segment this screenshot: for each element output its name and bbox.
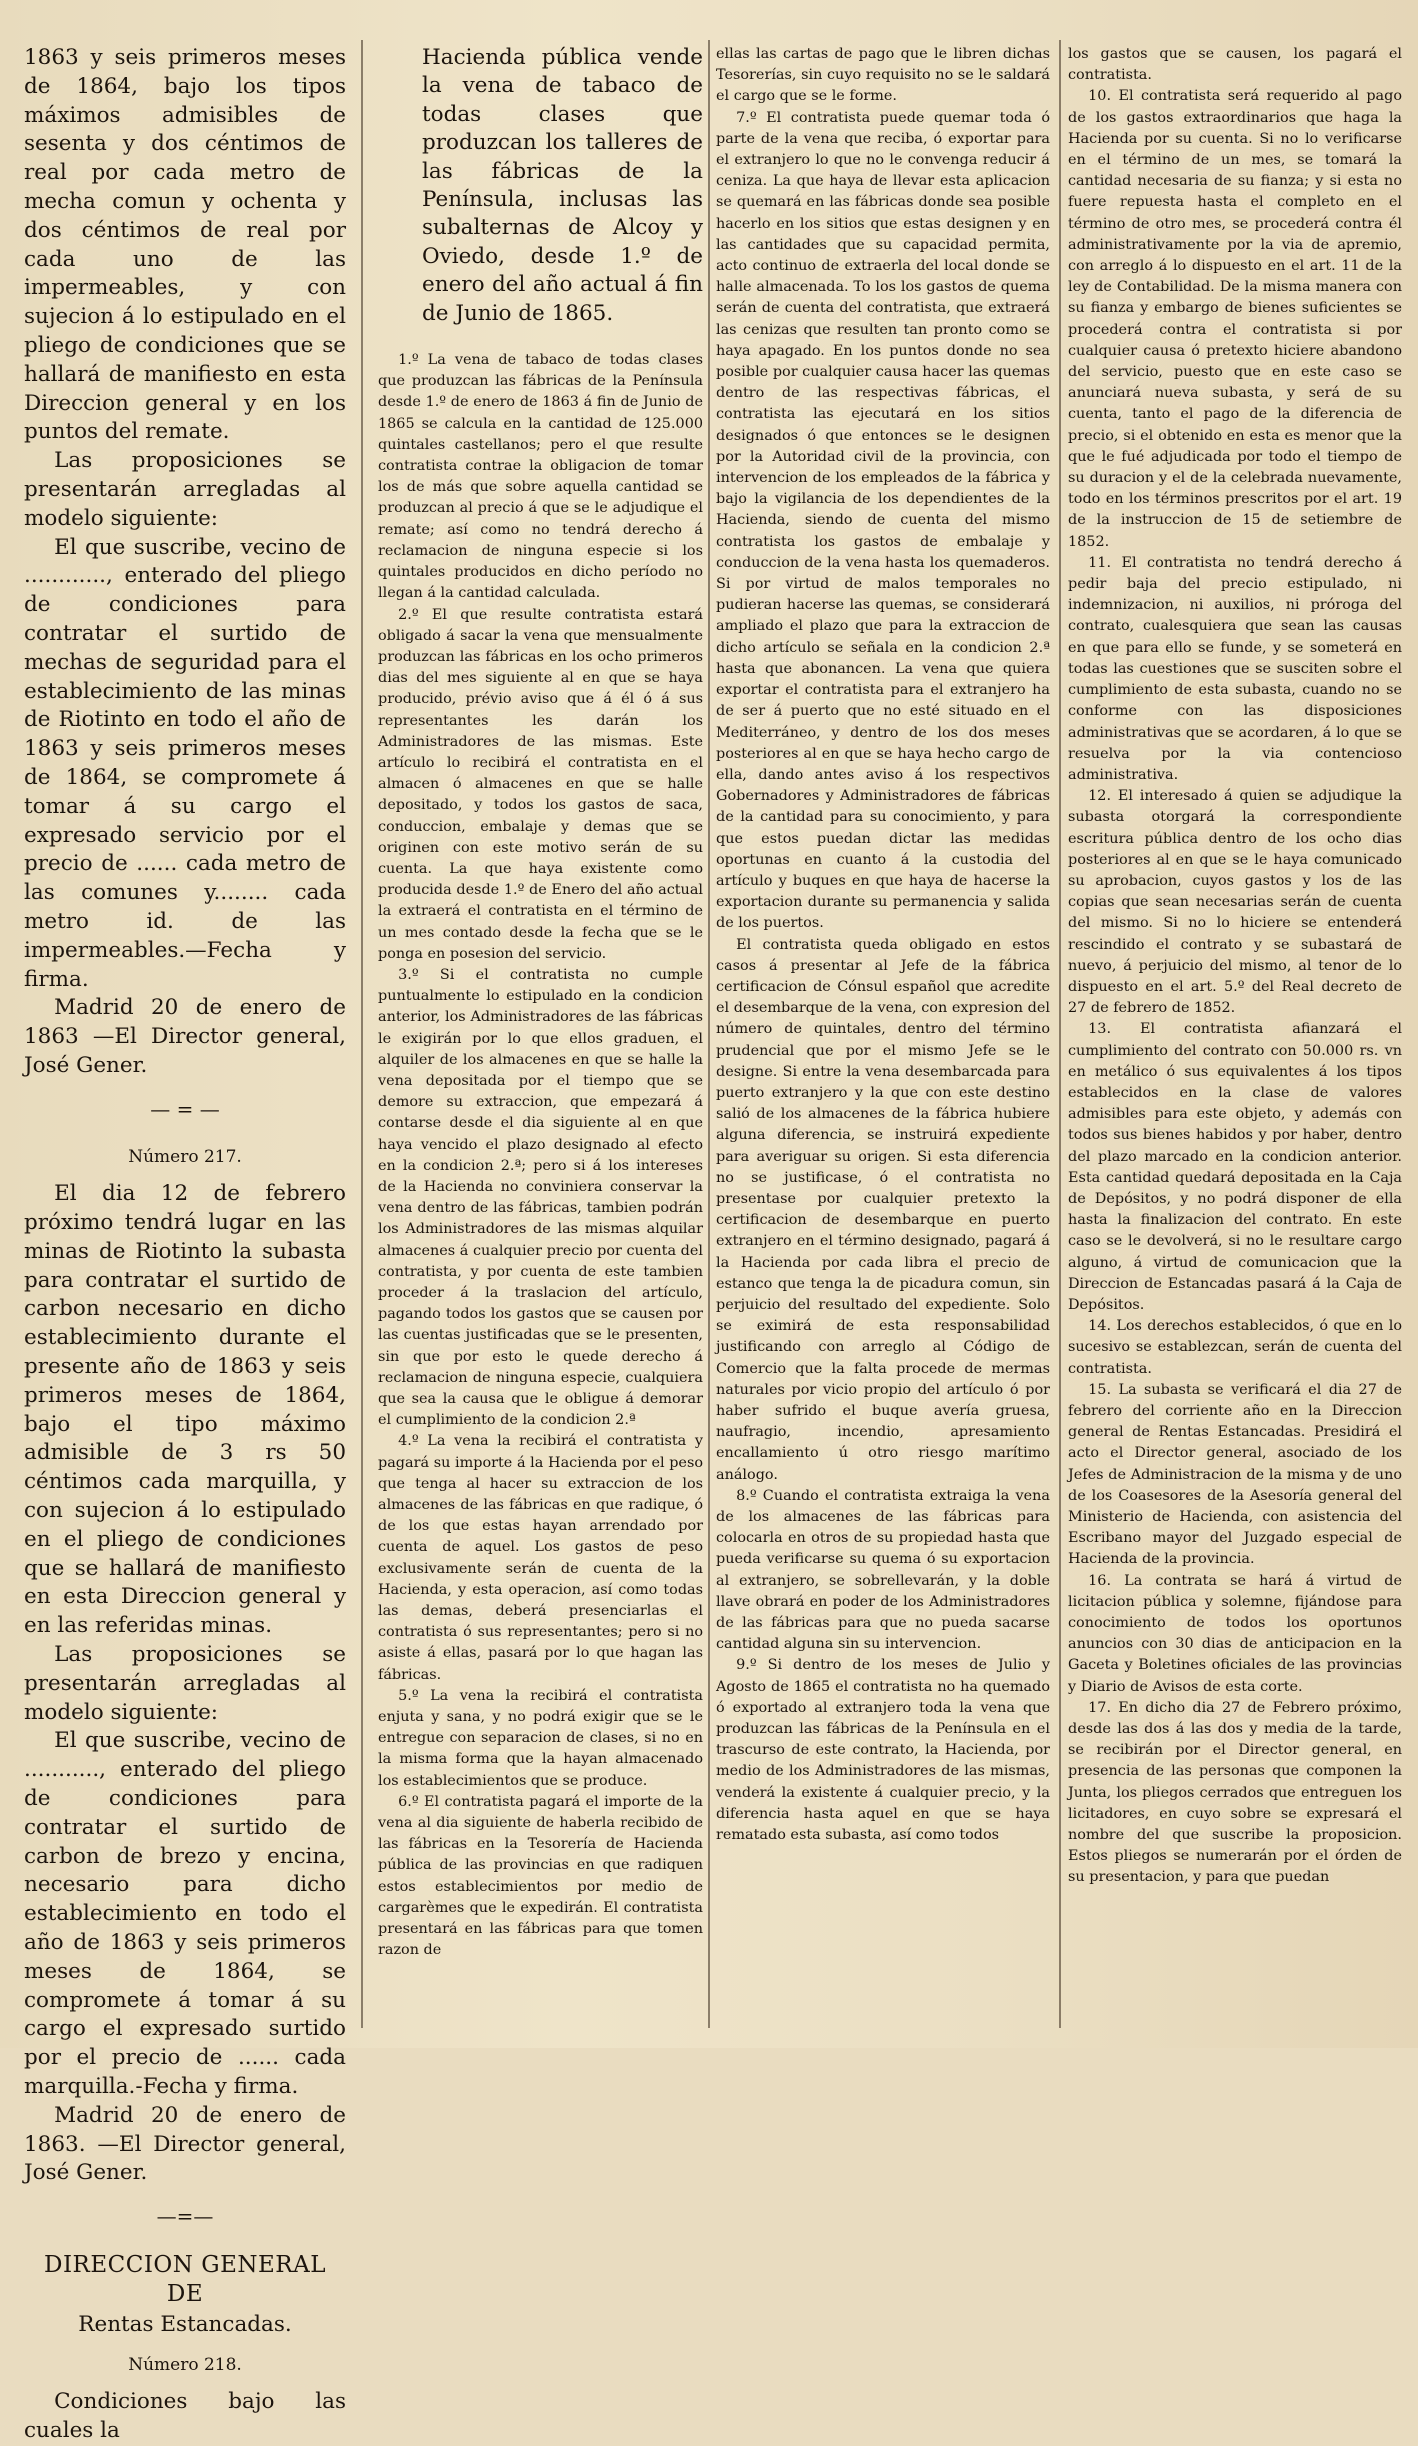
condition-10: 10. El contratista será requerido al pago de los gastos extraordinarios que haga la Hacienda por su cuenta. Si no lo verificarse en el término de un mes, se tomará la cantidad necesaria de su fianza; y si esta no fuere repuesta hasta el completo en el término de otro mes, se procederá contra él administrativamente por la via de apremio, con arreglo á lo dispuesto en el art. 11 de la ley de Contabilidad. De la misma manera con su fianza y embargo de bienes suficientes se procederá contra el contratista si por cualquier causa ó pretexto hiciere abandono del servicio, puesto que en este caso se anunciará nueva subasta, y será de su cuenta, tanto el pago de la diferencia de precio, si el obtenido en esta es menor que la que le fué adjudicada por todo el tiempo de su duracion y el de la celebrada nuevamente, todo en los términos prescritos por el art. 19 de la instruccion de 15 de setiembre de 1852.: [1068, 88, 1402, 550]
condition-15: 15. La subasta se verificará el dia 27 de febrero del corriente año en la Direccion general de Rentas Estancadas. Presidirá el acto el Director general, asociado de los Jefes de Administracion de la misma y de uno de los Coasesores de la Asesoría general del Ministerio de Hacienda, con asistencia del Escribano mayor del Juzgado especial de Hacienda de la provincia.: [1068, 1381, 1402, 1568]
notice-number: Número 218.: [128, 2355, 242, 2376]
paragraph: Las proposiciones se presentarán arregladas al modelo siguiente:: [24, 448, 346, 531]
condition-4: 4.º La vena la recibirá el contratista y pagará su importe á la Hacienda por el peso que tenga al hacer su extraccion de los almacenes de las fábricas en que radique, ó de los que estas hayan arrendado por cuenta de aquel. Los gastos de peso exclusivamente serán de cuenta de la Hacienda, y esta operacion, así como todas las demas, deberá presenciarlas el contratista ó sus representantes; pero si no asiste á ellas, pasará por lo que hagan las fábricas.: [378, 1433, 703, 1683]
notice-number: Número 217.: [128, 1147, 242, 1168]
condition-16: 16. La contrata se hará á virtud de licitacion pública y solemne, fijándose para conocimiento de todos los oportunos anuncios con 30 dias de anticipacion en la Gaceta y Boletines oficiales de las provincias y Diario de Avisos de esta corte.: [1068, 1572, 1402, 1695]
condition-13: 13. El contratista afianzará el cumplimiento del contrato con 50.000 rs. vn en metálico ó sus equivalentes á los tipos establecidos en la clase de valores admisibles para este objeto, y además con todos sus bienes habidos y por haber, dentro del plazo marcado en la condicion anterior. Esta cantidad quedará depositada en la Caja de Depósitos, y no podrá disponer de ella hasta la finalizacion del contrato. En este caso se le devolverá, si no le resultare cargo alguno, á virtud de comunicacion que la Direccion de Estancadas pasará á la Caja de Depósitos.: [1068, 1021, 1402, 1313]
divider: — = —: [150, 1096, 220, 1121]
paragraph: ellas las cartas de pago que le libren dichas Tesorerías, sin cuyo requisito no se le saldará el cargo que se le forme.: [716, 46, 1050, 105]
condition-12: 12. El interesado á quien se adjudique la subasta otorgará la correspondiente escritura pública dentro de los ocho dias posteriores al en que se le haya comunicado su aprobacion, cuyos gastos y los de las copias que sean necesarias serán de cuenta del mismo. Si no lo hiciere se entenderá rescindido el contrato y se subastará de nuevo, á perjuicio del mismo, al tenor de lo dispuesto en el art. 5.º del Real decreto de 27 de febrero de 1852.: [1068, 788, 1402, 1017]
column-rule: [1059, 40, 1061, 2028]
condition-2: 2.º El que resulte contratista estará obligado á sacar la vena que mensualmente produzcan las fábricas en los ocho primeros dias del mes siguiente al en que se haya producido, prévio aviso que á él ó á sus representantes les darán los Administradores de las mismas. Este artículo lo recibirá el contratista en el almacen ó almacenes en que se halle depositado, y todos los gastos de saca, conduccion, embalaje y demas que se originen con este motivo serán de su cuenta. La que haya existente como producida desde 1.º de Enero del año actual la extraerá el contratista en el término de un mes contado desde la fecha que se le ponga en posesion del servicio.: [378, 606, 703, 962]
section-heading: DIRECCION GENERAL DE: [44, 2251, 326, 2307]
condition-8: 8.º Cuando el contratista extraiga la vena de los almacenes de las fábricas para colocarla en otros de su propiedad hasta que pueda verificarse su quema ó su exportacion al extranjero, se sobrellevarán, y la doble llave obrará en poder de los Administradores de las fábricas para que no pueda sacarse cantidad alguna sin su intervencion.: [716, 1487, 1050, 1653]
condition-14: 14. Los derechos establecidos, ó que en lo sucesivo se establezcan, serán de cuenta del contratista.: [1068, 1318, 1402, 1377]
paragraph: Condiciones bajo las cuales la: [24, 2389, 346, 2443]
condition-7: 7.º El contratista puede quemar toda ó parte de la vena que reciba, ó exportar para el extranjero lo que no le convenga reducir á ceniza. La que haya de llevar esta aplicacion se quemará en las fábricas donde sea posible hacerlo en los sitios que estas designen y en las cantidades que su capacidad permita, acto continuo de extraerla del local donde se halle almacenada. To los los gastos de quema serán de cuenta del contratista, que extraerá las cenizas que resulten tan pronto como se haya apagado. En los puntos donde no sea posible por cualquier causa hacer las quemas dentro de las respectivas fábricas, el contratista las ejecutará en los sitios designados ó que entonces se le designen por la Autoridad civil de la provincia, con intervencion de los empleados de la fábrica y bajo la vigilancia de los dependientes de la Hacienda, siendo de cuenta del mismo contratista los gastos de embalaje y conduccion de la vena hasta los quemaderos. Si por virtud de malos temporales no pudieran hacerse las quemas, se considerará ampliado el plazo que para la extraccion de dicho artículo se señala en la condicion 2.ª hasta que abonancen. La vena que quiera exportar el contratista para el extranjero ha de ser á puerto que no esté situado en el Mediterráneo, y dentro de los dos meses posteriores al en que se haya hecho cargo de ella, dando antes aviso á los respectivos Gobernadores y Administradores de fábricas de la cantidad para su conocimiento, y para que estos puedan dictar las medidas oportunas en cuanto á la custodia del artículo y buques en que haya de hacerse la exportacion durante su permanencia y salida de los puertos.: [716, 109, 1050, 932]
conditions-intro: Hacienda pública vende la vena de tabaco de todas clases que produzcan los talleres de las fábricas de la Península, inclusas las subalternas de Alcoy y Oviedo, desde 1.º de enero del año actual á fin de Junio de 1865.: [422, 45, 703, 326]
section-subheading: Rentas Estancadas.: [78, 2311, 292, 2337]
signature-line: Madrid 20 de enero de 1863 —El Director general, José Gener.: [24, 995, 346, 1078]
divider: —=—: [156, 2204, 214, 2229]
condition-9: 9.º Si dentro de los meses de Julio y Agosto de 1865 el contratista no ha quemado ó exportado al extranjero toda la vena que produzcan las fábricas de la Península en el trascurso de este contrato, la Hacienda, por medio de los Administradores de las mismas, venderá la existente á cualquier precio, y la diferencia hasta aquel en que se haya rematado esta subasta, así como todos: [716, 1657, 1050, 1844]
model-text: El que suscribe, vecino de ............, enterado del pliego de condiciones para contratar el surtido de mechas de seguridad para el establecimiento de las minas de Riotinto en todo el año de 1863 y seis primeros meses de 1864, se compromete á tomar á su cargo el expresado servicio por el precio de ...... cada metro de las comunes y........ cada metro id. de las impermeables.—Fecha y firma.: [24, 534, 346, 992]
column-1: [24, 44, 346, 2443]
column-2: [378, 44, 703, 2038]
paragraph: los gastos que se causen, los pagará el contratista.: [1068, 46, 1402, 84]
condition-3: 3.º Si el contratista no cumple puntualmente lo estipulado en la condicion anterior, los Administradores de las fábricas le exigirán por lo que ellos graduen, el alquiler de los almacenes en que se halle la vena depositada por el tiempo que se demore su extraccion, que empezará á contarse desde el dia siguiente al en que haya vencido el plazo designado al efecto en la condicion 2.ª; pero si á los intereses de la Hacienda no conviniera conservar la vena dentro de las fábricas, tambien podrán los Administradores de las mismas alquilar almacenes á cualquier precio por cuenta del contratista, y por cuenta de este tambien proceder á la traslacion del artículo, pagando todos los gastos que se causen por las cuentas justificadas que se le presenten, sin que por esto le quede derecho á reclamacion de ninguna especie, cualquiera que sea la causa que le obligue á demorar el cumplimiento de la condicion 2.ª: [378, 966, 703, 1429]
condition-6: 6.º El contratista pagará el importe de la vena al dia siguiente de haberla recibido de las fábricas en la Tesorería de Hacienda pública de las provincias en que radiquen estos establecimientos por medio de cargarèmes que le expedirán. El contratista presentará en las fábricas para que tomen razon de: [378, 1793, 703, 1959]
column-rule: [708, 40, 710, 2028]
condition-1: 1.º La vena de tabaco de todas clases que produzcan las fábricas de la Península desde 1.º de enero de 1863 á fin de Junio de 1865 se calcula en la cantidad de 125.000 quintales castellanos; pero el que resulte contratista contrae la obligacion de tomar los de más que sobre aquella cantidad se produzcan al precio á que se le adjudique el remate; así como no tendrá derecho á reclamacion de ninguna especie si los quintales producidos en dicho período no llegan á la cantidad calculada.: [378, 352, 703, 602]
column-rule: [361, 40, 363, 2028]
paragraph: El contratista queda obligado en estos casos á presentar al Jefe de la fábrica certificacion de Cónsul español que acredite el desembarque de la vena, con expresion del número de quintales, dentro del término prudencial que por el mismo Jefe se le designe. Si entre la vena desembarcada para puerto extranjero y la que con este destino salió de los almacenes de la fábrica hubiere alguna diferencia, se instruirá expediente para averiguar su origen. Si esta diferencia no se justificase, ó el contratista no presentase por cualquier pretexto la certificacion de desembarque en puerto extranjero en el término designado, pagará á la Hacienda por cada libra el precio de estanco que tenga la de picadura comun, sin perjuicio del resultado del expediente. Solo se eximirá de esta responsabilidad justificando con arreglo al Código de Comercio que la falta procede de mermas naturales por vicio propio del artículo ó por haber sufrido el buque avería gruesa, naufragio, incendio, apresamiento encallamiento ú otro riesgo marítimo análogo.: [716, 936, 1050, 1483]
paragraph: Las proposiciones se presentarán arregladas al modelo siguiente:: [24, 1642, 346, 1725]
model-text: El que suscribe, vecino de ..........., enterado del pliego de condiciones para contratar el surtido de carbon de brezo y encina, necesario para dicho establecimiento en todo el año de 1863 y seis primeros meses de 1864, se compromete á tomar á su cargo el expresado surtido por el precio de ...... cada marquilla.-Fecha y firma.: [24, 1728, 346, 2099]
paragraph: El dia 12 de febrero próximo tendrá lugar en las minas de Riotinto la subasta para contratar el surtido de carbon necesario en dicho establecimiento durante el presente año de 1863 y seis primeros meses de 1864, bajo el tipo máximo admisible de 3 rs 50 céntimos cada marquilla, y con sujecion á lo estipulado en el pliego de condiciones que se hallará de manifiesto en esta Direccion general y en las referidas minas.: [24, 1181, 346, 1639]
signature-line: Madrid 20 de enero de 1863. —El Director general, José Gener.: [24, 2102, 346, 2186]
column-3: [716, 44, 1050, 2038]
condition-5: 5.º La vena la recibirá el contratista enjuta y sana, y no podrá exigir que se le entregue con separacion de clases, si no en la misma forma que la hayan almacenado los establecimientos que se produce.: [378, 1687, 703, 1789]
paragraph: 1863 y seis primeros meses de 1864, bajo los tipos máximos admisibles de sesenta y dos céntimos de real por cada metro de mecha comun y ochenta y dos céntimos de real por cada uno de las impermeables, y con sujecion á lo estipulado en el pliego de condiciones que se hallará de manifiesto en esta Direccion general y en los puntos del remate.: [24, 45, 346, 445]
condition-11: 11. El contratista no tendrá derecho á pedir baja del precio estipulado, ni indemnizacion, ni auxilios, ni próroga del contrato, cualesquiera que sean las causas en que para ello se funde, y se someterá en todas las cuestiones que se susciten sobre el cumplimiento de esta subasta, cuando no se conforme con las disposiciones administrativas que se acordaren, á lo que se resuelva por la via contencioso administrativa.: [1068, 554, 1402, 783]
condition-17: 17. En dicho dia 27 de Febrero próximo, desde las dos á las dos y media de la tarde, se recibirán por el Director general, en presencia de las personas que componen la Junta, los pliegos cerrados que entreguen los licitadores, en cuyo sobre se expresará el nombre del que suscribe la proposicion. Estos pliegos se numerarán por el órden de su presentacion, y para que puedan: [1068, 1699, 1402, 1886]
column-4: [1068, 44, 1402, 2038]
